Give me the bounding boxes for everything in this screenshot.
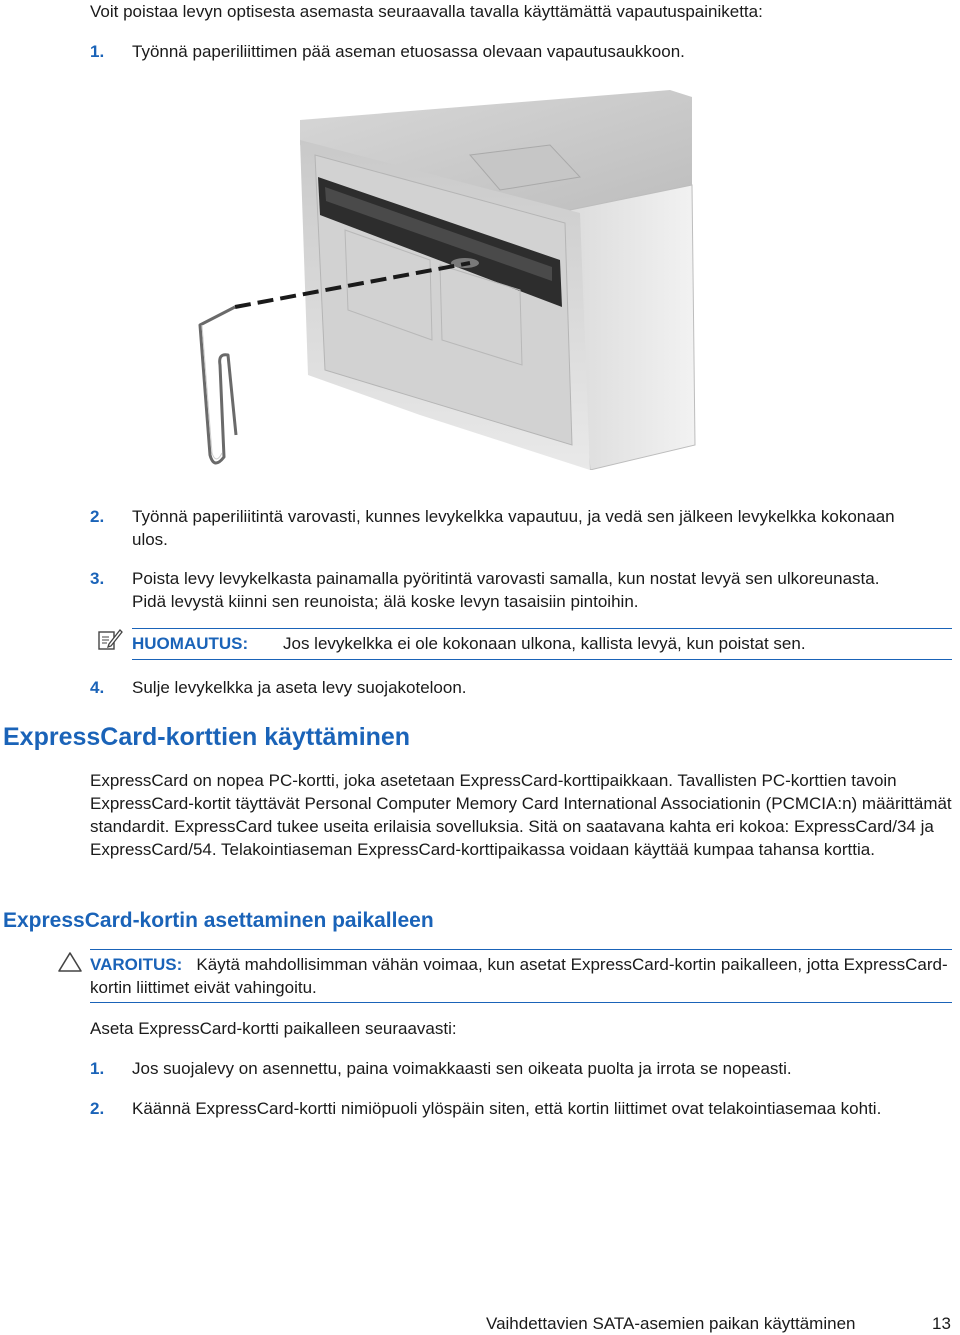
caution-label: VAROITUS: xyxy=(90,955,183,974)
note-pencil-icon xyxy=(97,627,123,651)
steps-lead: Aseta ExpressCard-kortti paikalleen seuraavasti: xyxy=(90,1019,457,1038)
step-text: Käännä ExpressCard-kortti nimiöpuoli ylöspäin siten, että kortin liittimet ovat telakointiasemaa kohti. xyxy=(132,1099,882,1118)
drive-release-illustration xyxy=(180,85,700,470)
section-body: ExpressCard on nopea PC-kortti, joka asetetaan ExpressCard-korttipaikkaan. Tavallisten PC-korttien tavoin ExpressCard-kortit täyttävät Personal Computer Memory Card International Associationin (PCMCIA:n) määrittämät standardit. ExpressCard tukee useita erilaisia sovelluksia. Sitä on saatavana kahta eri kokoa: ExpressCard/34 ja ExpressCard/54. Telakointiaseman ExpressCard-korttipaikassa voidaan käyttää kumpaa tahansa korttia. xyxy=(90,771,952,859)
caution-block xyxy=(90,953,950,999)
step-text: Sulje levykelkka ja aseta levy suojakoteloon. xyxy=(132,678,467,697)
step-text: Työnnä paperiliitintä varovasti, kunnes levykelkka vapautuu, ja vedä sen jälkeen levykelkka kokonaan ulos. xyxy=(132,507,895,549)
caution-top-rule xyxy=(90,949,952,950)
section-heading: ExpressCard-korttien käyttäminen xyxy=(3,723,411,751)
note-top-rule xyxy=(132,628,952,629)
step-text: Työnnä paperiliittimen pää aseman etuosassa olevaan vapautusaukkoon. xyxy=(132,42,685,61)
step-number: 4. xyxy=(90,678,105,697)
caution-text: Käytä mahdollisimman vähän voimaa, kun asetat ExpressCard-kortin paikalleen, jotta ExpressCard-kortin liittimet eivät vahingoitu. xyxy=(90,955,948,997)
step-text: Jos suojalevy on asennettu, paina voimakkaasti sen oikeata puolta ja irrota se nopeasti. xyxy=(132,1059,792,1078)
intro-text: Voit poistaa levyn optisesta asemasta seuraavalla tavalla käyttämättä vapautuspainiketta: xyxy=(90,2,763,21)
caution-bottom-rule xyxy=(90,1002,952,1003)
note-label: HUOMAUTUS: xyxy=(132,634,249,653)
footer-title: Vaihdettavien SATA-asemien paikan käyttäminen xyxy=(486,1314,856,1333)
step-number: 2. xyxy=(90,1099,105,1118)
caution-triangle-icon xyxy=(57,951,83,973)
step-number: 1. xyxy=(90,1059,105,1078)
note-bottom-rule xyxy=(132,659,952,660)
step-number: 3. xyxy=(90,569,105,588)
page-number: 13 xyxy=(932,1314,951,1333)
note-text: Jos levykelkka ei ole kokonaan ulkona, kallista levyä, kun poistat sen. xyxy=(283,634,806,653)
step-number: 1. xyxy=(90,42,105,61)
step-text: Poista levy levykelkasta painamalla pyöritintä varovasti samalla, kun nostat levyä sen ulkoreunasta. Pidä levystä kiinni sen reunoista; älä koske levyn tasaisiin pintoihin. xyxy=(132,569,880,611)
step-number: 2. xyxy=(90,507,105,526)
subsection-heading: ExpressCard-kortin asettaminen paikalleen xyxy=(3,909,434,932)
